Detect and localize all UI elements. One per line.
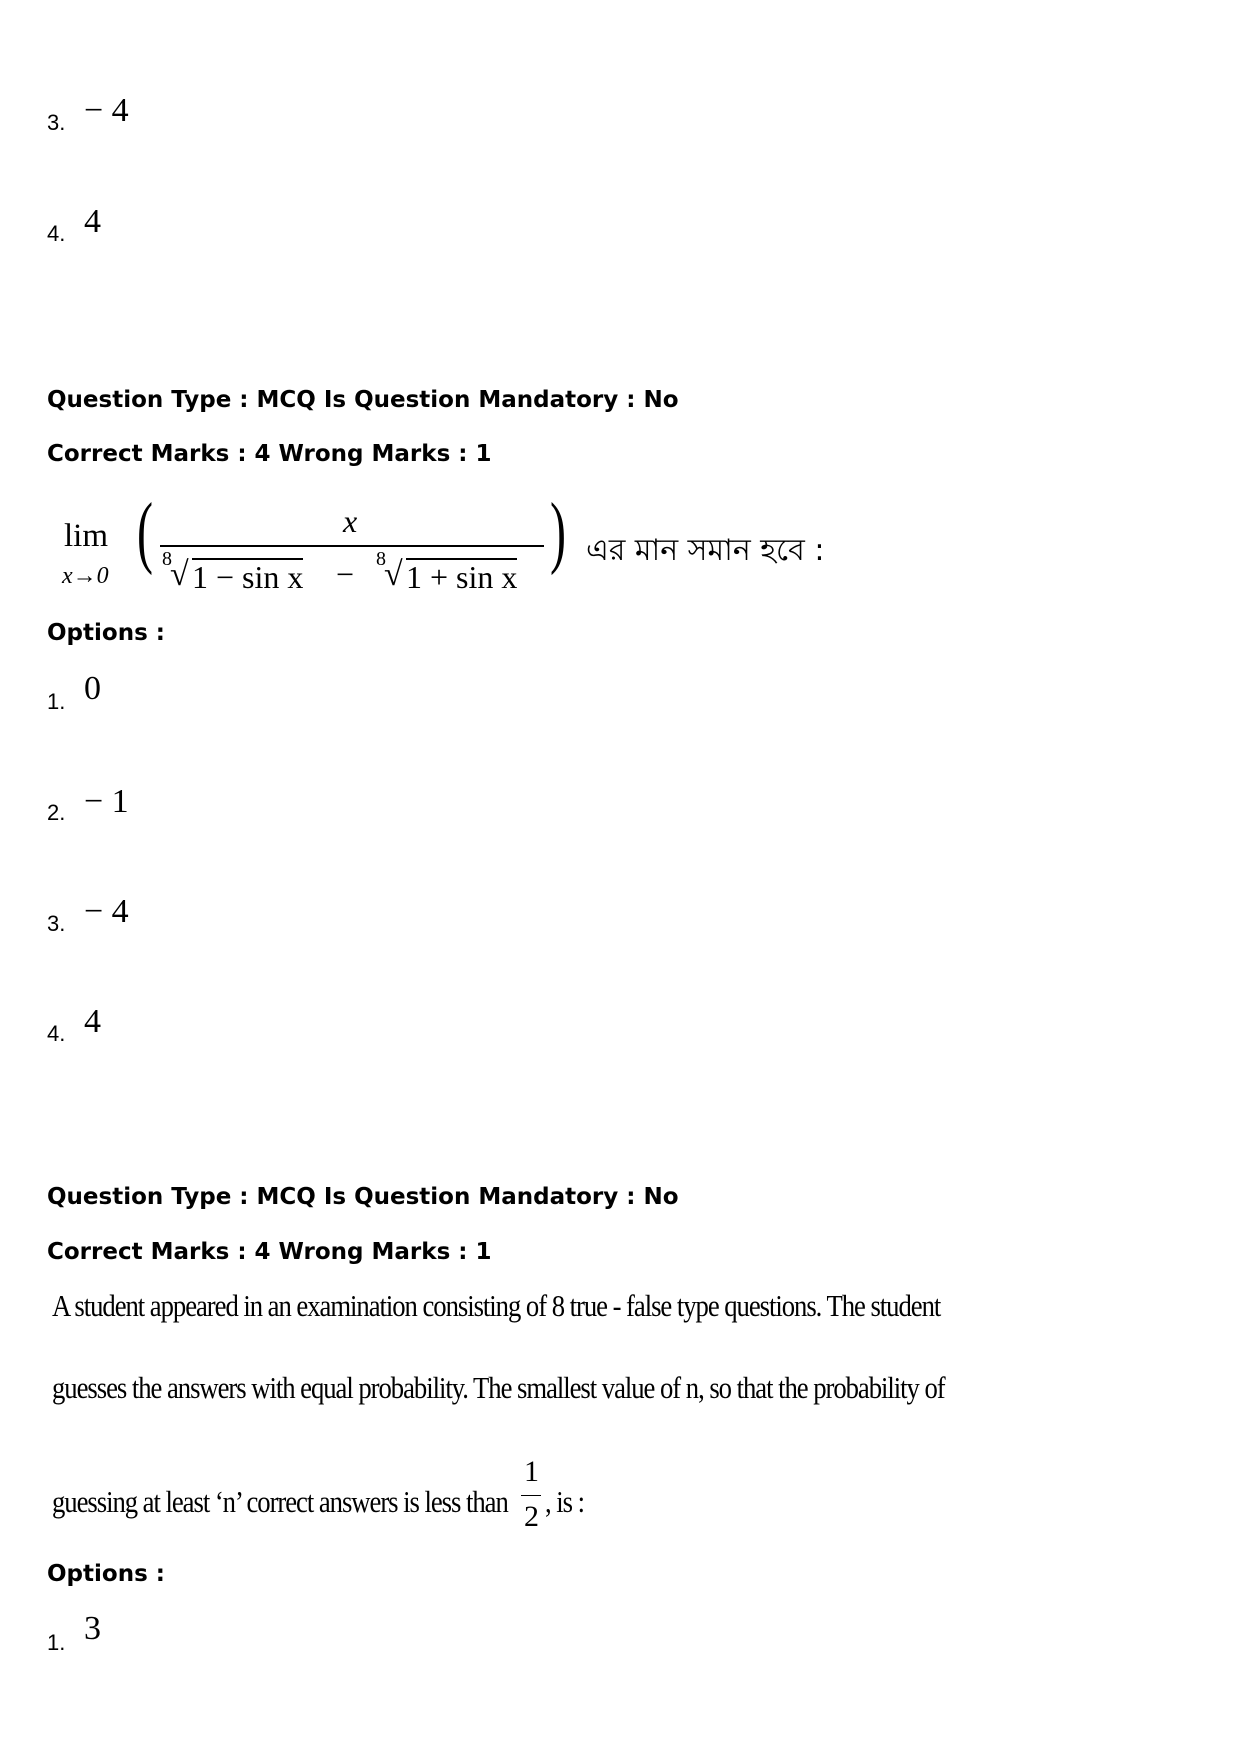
option-number: 1. [47, 1630, 66, 1655]
option-number: 4. [47, 221, 66, 246]
option-number: 2. [47, 800, 66, 825]
lim-label: lim [64, 518, 109, 554]
radical-sign-1: √ [170, 556, 189, 593]
question-type-line: Question Type : MCQ Is Question Mandatory : No [47, 387, 679, 413]
fraction-numerator: 1 [524, 1455, 539, 1488]
root-1: 1 − sin x [192, 559, 304, 595]
option-value: 0 [84, 670, 101, 707]
fraction-denominator: 2 [524, 1500, 539, 1533]
fraction-bar [160, 545, 544, 547]
option-number: 3. [47, 110, 66, 135]
root-index: 8 [376, 548, 386, 570]
bengali-text: এর মান সমান হবে : [586, 533, 825, 568]
option-number: 1. [47, 689, 66, 714]
question-type-line: Question Type : MCQ Is Question Mandatory : No [47, 1184, 679, 1210]
options-label: Options : [47, 1561, 165, 1587]
option-value: 3 [84, 1610, 101, 1647]
lim-subscript: x→0 [62, 563, 109, 589]
option-value: − 4 [84, 92, 129, 129]
option-value: 4 [84, 1003, 101, 1040]
option-value: − 1 [84, 783, 129, 820]
option-value: − 4 [84, 893, 129, 930]
minus-sign: − [336, 556, 355, 592]
option-number: 3. [47, 911, 66, 936]
left-paren: ( [137, 488, 153, 576]
option-number: 4. [47, 1021, 66, 1046]
question-text-line-3: guessing at least ‘n’ correct answers is less than [52, 1484, 508, 1519]
marks-line: Correct Marks : 4 Wrong Marks : 1 [47, 441, 492, 467]
root-index: 8 [162, 548, 172, 570]
fraction-bar [521, 1495, 541, 1496]
marks-line: Correct Marks : 4 Wrong Marks : 1 [47, 1239, 492, 1265]
question-text-end: , is : [545, 1484, 584, 1519]
root-2: 1 + sin x [406, 559, 518, 595]
radical-sign-2: √ [384, 556, 403, 593]
right-paren: ) [550, 488, 566, 576]
question-text-line-2: guesses the answers with equal probability. The smallest value of n, so that the probability of [52, 1370, 945, 1405]
question-text-line-1: A student appeared in an examination consisting of 8 true - false type questions. The student [52, 1288, 941, 1323]
numerator: x [343, 503, 358, 539]
options-label: Options : [47, 620, 165, 646]
option-value: 4 [84, 203, 101, 240]
